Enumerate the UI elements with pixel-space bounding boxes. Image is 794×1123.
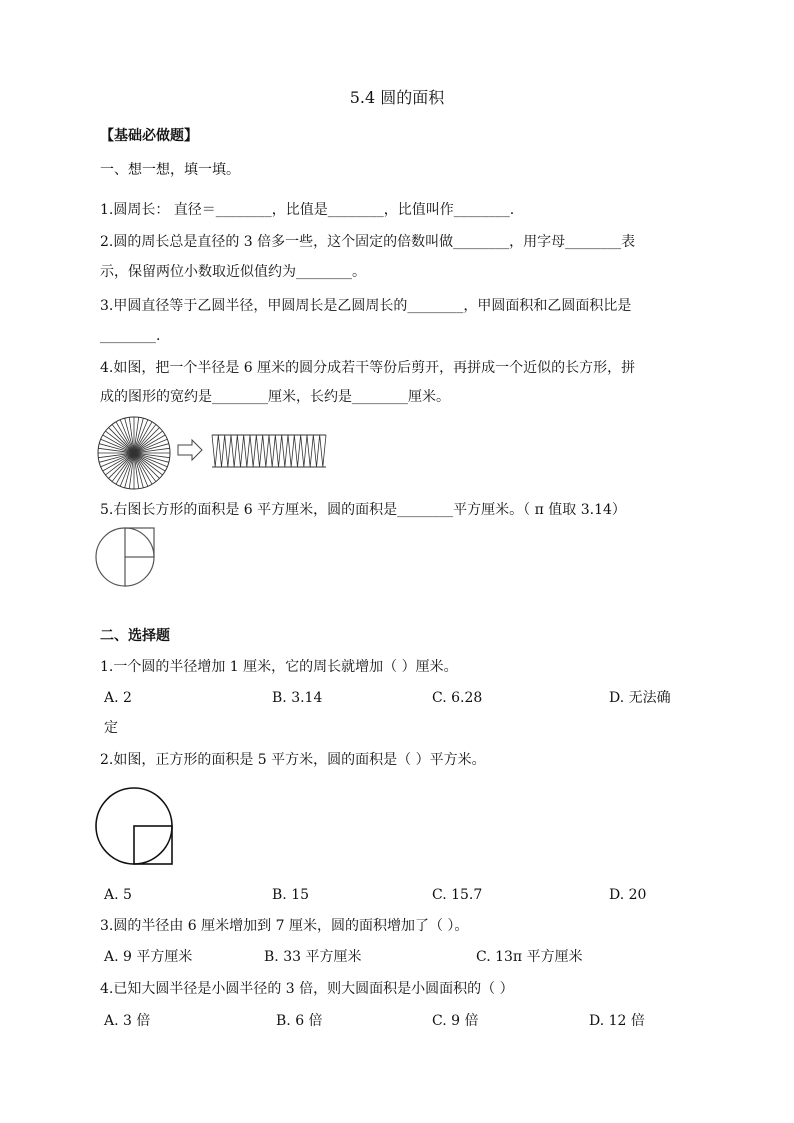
q2-2-option-a: A. 5 [104,887,132,903]
circle-with-quarter-rectangle-icon [94,526,158,590]
q2-4-option-d: D. 12 倍 [589,1013,645,1029]
question-2-4: 4.已知大圆半径是小圆半径的 3 倍，则大圆面积是小圆面积的（ ） [100,981,514,997]
question-2-2: 2.如图，正方形的面积是 5 平方米，圆的面积是（ ）平方米。 [100,752,486,768]
q2-1-option-d-wrap: 定 [104,720,118,736]
q2-4-option-a: A. 3 倍 [104,1013,151,1029]
question-2-3: 3.圆的半径由 6 厘米增加到 7 厘米，圆的面积增加了（ ）。 [100,918,469,934]
page-title: 5.4 圆的面积 [349,88,445,107]
question-1-4-line2: 成的图形的宽约是________厘米，长约是________厘米。 [100,389,450,405]
q2-2-option-b: B. 15 [272,887,310,903]
circle-sectors-to-rectangle-icon [96,415,336,491]
q2-4-option-c: C. 9 倍 [432,1013,479,1029]
q2-3-option-b: B. 33 平方厘米 [264,949,362,965]
circle-with-inner-square-icon [94,780,180,868]
section-label: 【基础必做题】 [100,128,198,144]
zigzag-rectangle [212,435,326,467]
q2-1-option-d: D. 无法确 [609,690,671,706]
q2-1-option-c: C. 6.28 [432,690,483,706]
question-1-3-line1: 3.甲圆直径等于乙圆半径，甲圆周长是乙圆周长的________，甲圆面积和乙圆面积比是 [100,298,632,314]
question-1-4-line1: 4.如图，把一个半径是 6 厘米的圆分成若干等份后剪开，再拼成一个近似的长方形，拼 [100,360,636,376]
question-1-1: 1.圆周长： 直径＝________，比值是________，比值叫作________. [100,202,515,218]
arrow-icon [178,440,202,460]
q2-1-option-a: A. 2 [104,690,132,706]
question-1-5: 5.右图长方形的面积是 6 平方厘米，圆的面积是________平方厘米。（ π 值取 3.14） [100,502,626,518]
q2-1-option-b: B. 3.14 [272,690,323,706]
q2-2-option-d: D. 20 [609,887,647,903]
q2-3-option-c: C. 13π 平方厘米 [476,949,583,965]
sector-circle [98,417,170,489]
question-2-1: 1.一个圆的半径增加 1 厘米，它的周长就增加（ ）厘米。 [100,659,458,675]
part1-heading: 一、想一想，填一填。 [100,162,240,178]
question-1-2-line2: 示，保留两位小数取近似值约为________。 [100,264,366,280]
q2-4-option-b: B. 6 倍 [276,1013,323,1029]
q2-3-option-a: A. 9 平方厘米 [104,949,193,965]
question-1-3-line2: ________. [100,328,161,344]
q2-2-option-c: C. 15.7 [432,887,483,903]
question-1-2-line1: 2.圆的周长总是直径的 3 倍多一些，这个固定的倍数叫做________，用字母________表 [100,234,636,250]
part2-heading: 二、选择题 [100,628,170,644]
